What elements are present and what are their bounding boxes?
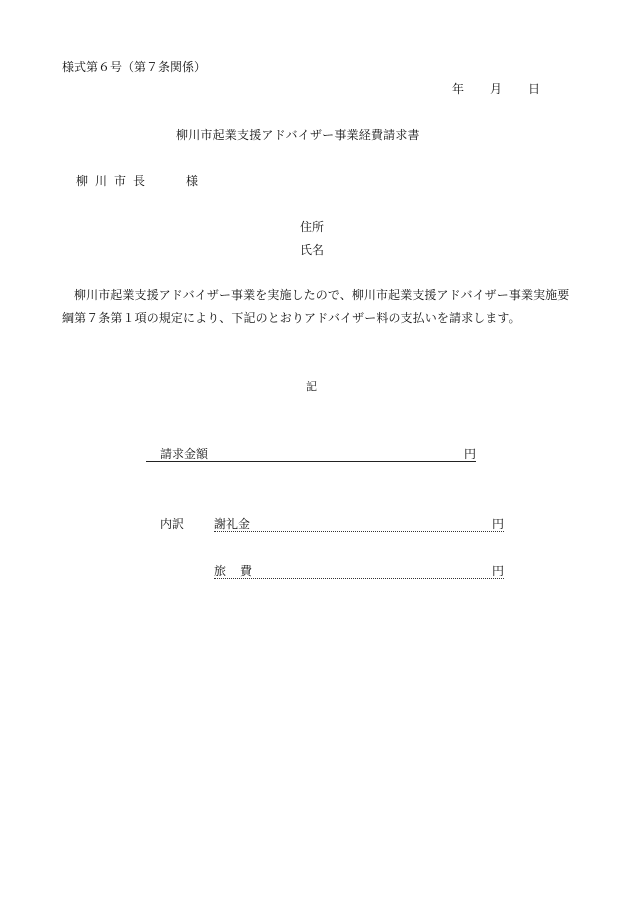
travel-expense-line — [214, 562, 504, 579]
ki-heading: 記 — [306, 380, 317, 393]
document-title: 柳川市起業支援アドバイザー事業経費請求書 — [176, 128, 420, 142]
requested-amount-line — [146, 445, 476, 462]
travel-expense-unit: 円 — [491, 564, 504, 578]
address-label: 住所 — [300, 220, 325, 234]
date-day-label: 日 — [528, 82, 541, 96]
date-line — [452, 80, 540, 97]
form-number: 様式第６号（第７条関係） — [62, 60, 207, 74]
addressee-mayor: 柳川市長 — [76, 174, 153, 188]
honorarium-label: 謝礼金 — [214, 517, 251, 531]
addressee-honorific: 様 — [186, 174, 199, 188]
name-label: 氏名 — [300, 243, 325, 257]
date-year-label: 年 — [452, 82, 465, 96]
requested-amount-unit: 円 — [463, 447, 476, 461]
honorarium-unit: 円 — [491, 517, 504, 531]
addressee — [76, 172, 198, 189]
request-body-text: 柳川市起業支援アドバイザー事業を実施したので、柳川市起業支援アドバイザー事業実施要綱第７条第１項の規定により、下記のとおりアドバイザー料の支払いを請求します。 — [62, 288, 570, 325]
date-month-label: 月 — [490, 82, 503, 96]
requested-amount-label: 請求金額 — [160, 447, 209, 461]
breakdown-label: 内訳 — [160, 517, 185, 531]
honorarium-line — [214, 515, 504, 532]
travel-expense-label: 旅費 — [214, 564, 267, 578]
